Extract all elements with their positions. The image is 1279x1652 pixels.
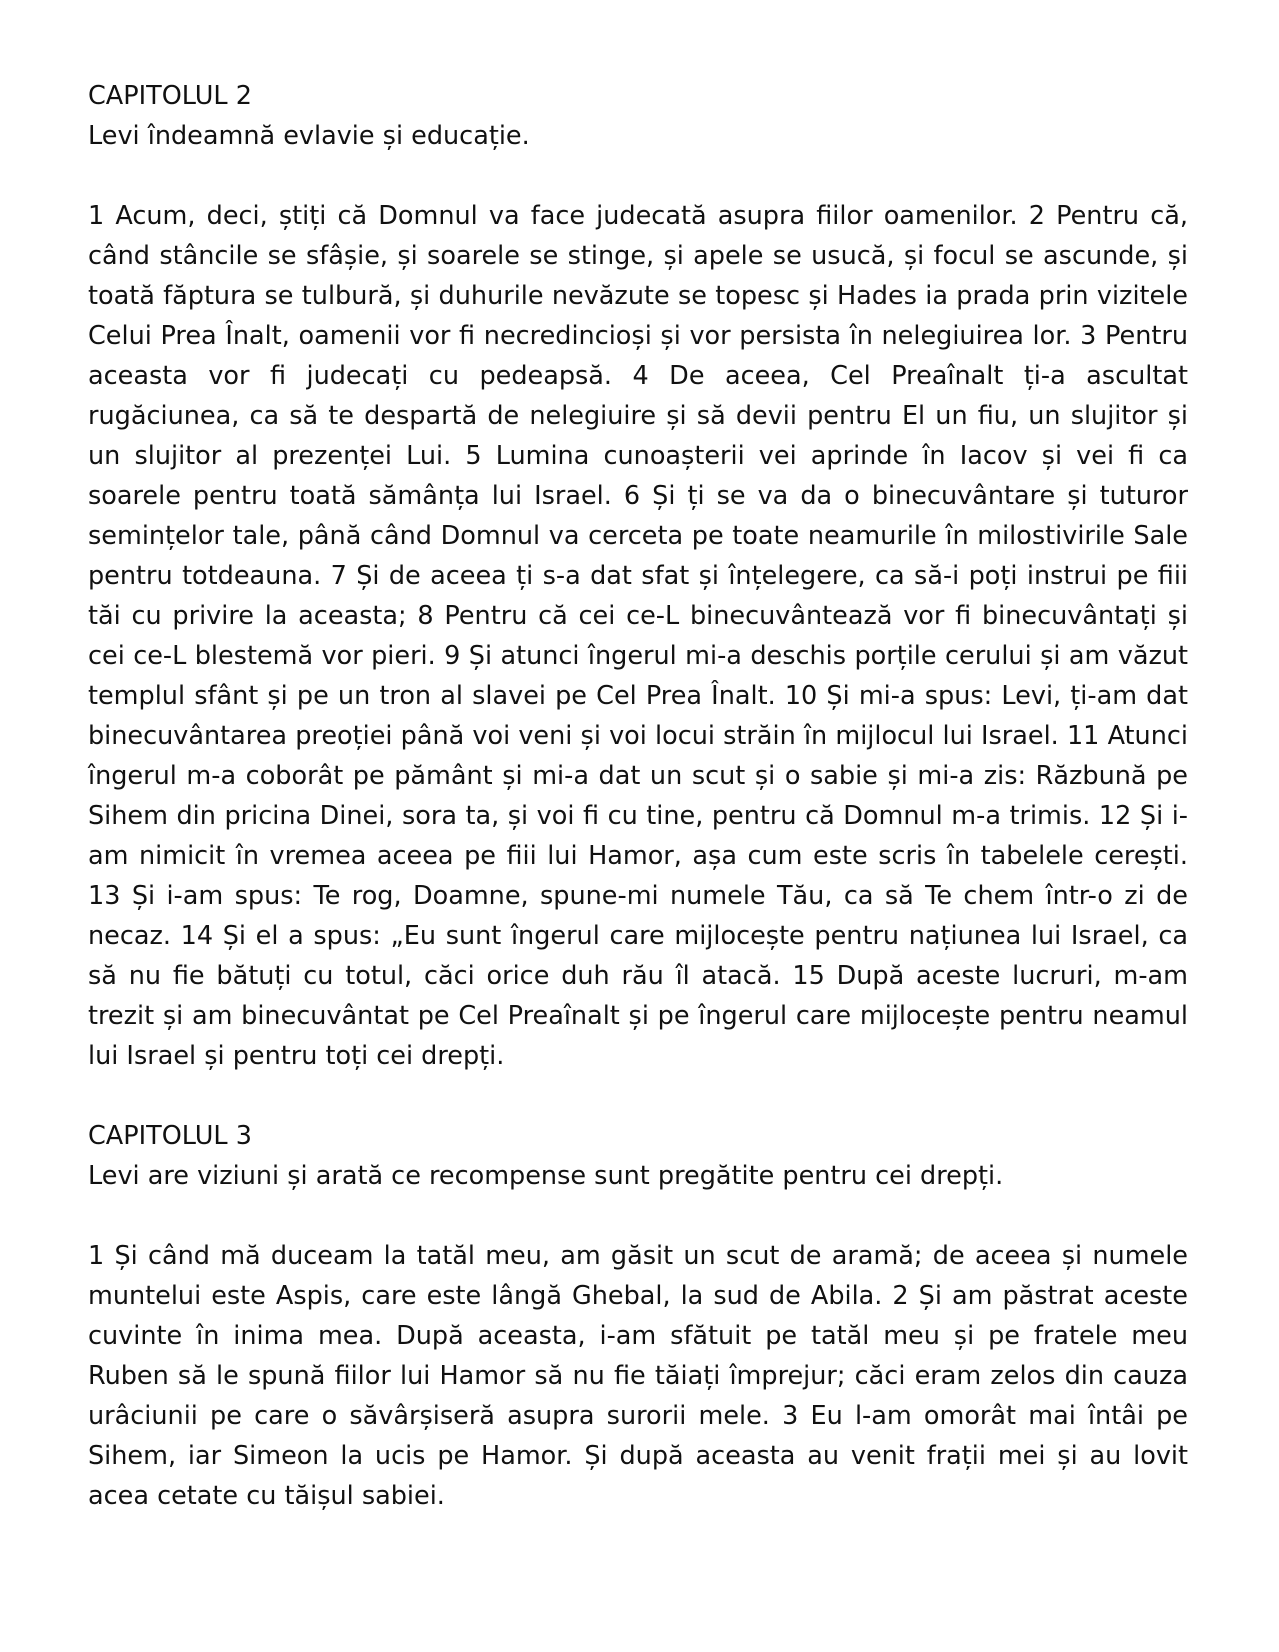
- chapter-subtitle: Levi are viziuni și arată ce recompense sunt pregătite pentru cei drepți.: [88, 1161, 1004, 1191]
- chapter-body: 1 Și când mă duceam la tatăl meu, am găsit un scut de aramă; de aceea și numele muntelui este Aspis, care este lângă Ghebal, la sud de Abila. 2 Și am păstrat aceste cuvinte în inima mea. După aceasta, i-am sfătuit pe tatăl meu și pe fratele meu Ruben să le spună fiilor lui Hamor să nu fie tăiați împrejur; căci eram zelos din cauza urâciunii pe care o săvârșiseră asupra surorii mele. 3 Eu l-am omorât mai întâi pe Sihem, iar Simeon la ucis pe Hamor. Și după aceasta au venit frații mei și au lovit acea cetate cu tăișul sabiei.: [88, 1241, 1188, 1511]
- chapter-title: CAPITOLUL 3: [88, 1121, 252, 1151]
- chapter-subtitle: Levi îndeamnă evlavie și educație.: [88, 121, 530, 151]
- chapter-2: [88, 76, 1188, 1076]
- document-page: [88, 76, 1188, 1516]
- chapter-body: 1 Acum, deci, știți că Domnul va face judecată asupra fiilor oamenilor. 2 Pentru că, când stâncile se sfâșie, și soarele se stinge, și apele se usucă, și focul se ascunde, și toată făptura se tulbură, și duhurile nevăzute se topesc și Hades ia prada prin vizitele Celui Prea Înalt, oamenii vor fi necredincioși și vor persista în nelegiuirea lor. 3 Pentru aceasta vor fi judecați cu pedeapsă. 4 De aceea, Cel Preaînalt ți-a ascultat rugăciunea, ca să te despartă de nelegiuire și să devii pentru El un fiu, un slujitor și un slujitor al prezenței Lui. 5 Lumina cunoașterii vei aprinde în Iacov și vei fi ca soarele pentru toată sămânța lui Israel. 6 Și ți se va da o binecuvântare și tuturor semințelor tale, până când Domnul va cerceta pe toate neamurile în milostivirile Sale pentru totdeauna. 7 Și de aceea ți s-a dat sfat și înțelegere, ca să-i poți instrui pe fiii tăi cu privire la aceasta; 8 Pentru că cei ce-L binecuvântează vor fi binecuvântați și cei ce-L blestemă vor pieri. 9 Și atunci îngerul mi-a deschis porțile cerului și am văzut templul sfânt și pe un tron al slavei pe Cel Prea Înalt. 10 Și mi-a spus: Levi, ți-am dat binecuvântarea preoției până voi veni și voi locui străin în mijlocul lui Israel. 11 Atunci îngerul m-a coborât pe pământ și mi-a dat un scut și o sabie și mi-a zis: Răzbună pe Sihem din pricina Dinei, sora ta, și voi fi cu tine, pentru că Domnul m-a trimis. 12 Și i-am nimicit în vremea aceea pe fiii lui Hamor, așa cum este scris în tabelele cerești. 13 Și i-am spus: Te rog, Doamne, spune-mi numele Tău, ca să Te chem într-o zi de necaz. 14 Și el a spus: „Eu sunt îngerul care mijlocește pentru națiunea lui Israel, ca să nu fie bătuți cu totul, căci orice duh rău îl atacă. 15 După aceste lucruri, m-am trezit și am binecuvântat pe Cel Preaînalt și pe îngerul care mijlocește pentru neamul lui Israel și pentru toți cei drepți.: [88, 201, 1188, 1071]
- chapter-3: [88, 1116, 1188, 1516]
- chapter-title: CAPITOLUL 2: [88, 81, 252, 111]
